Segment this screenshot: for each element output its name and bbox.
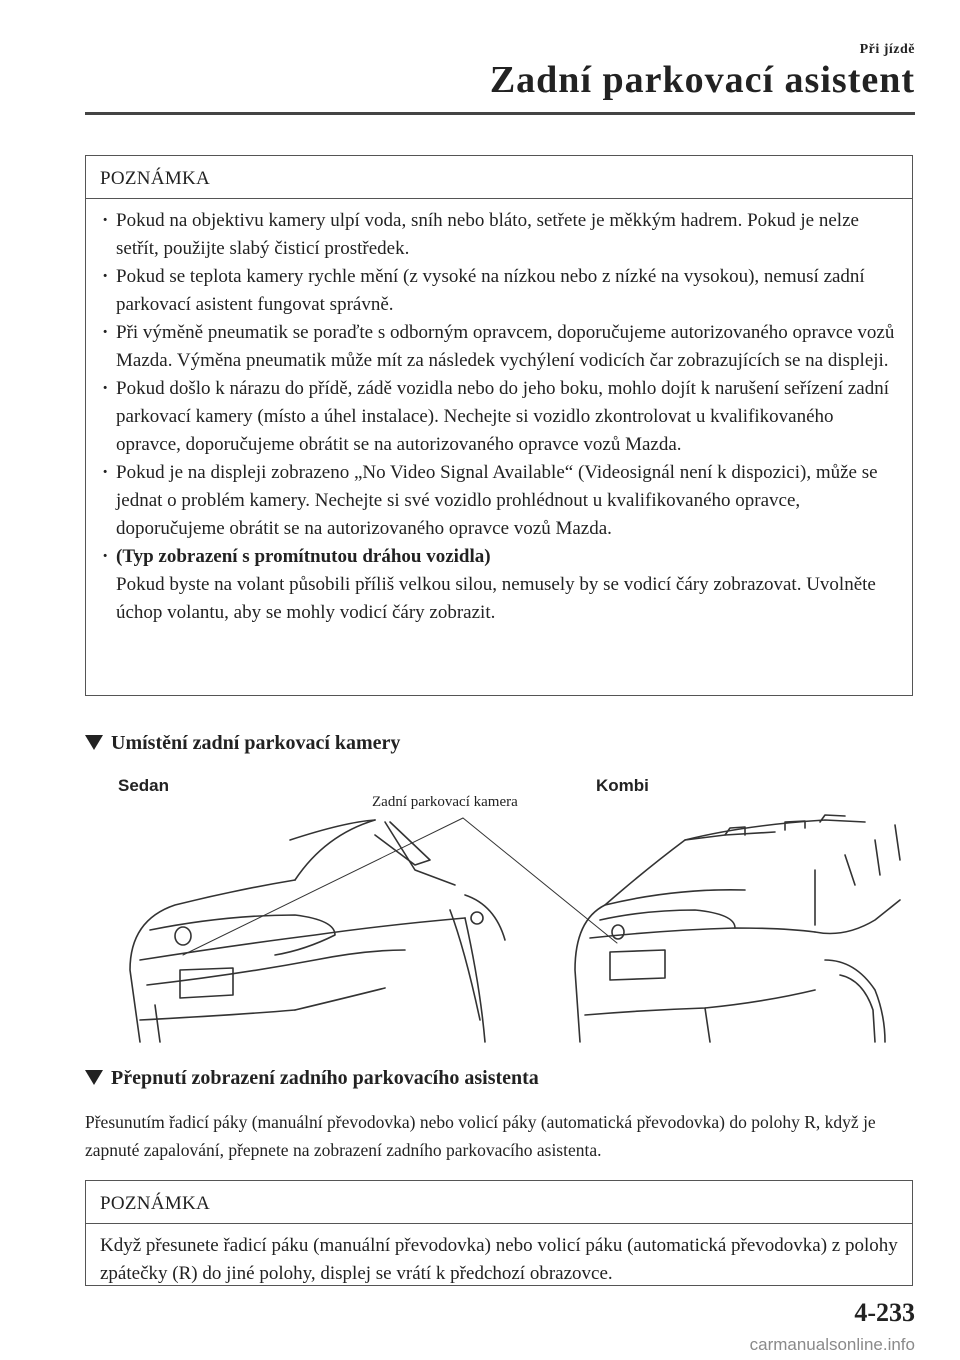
section-label: Při jízdě <box>859 42 915 57</box>
kombi-drawing <box>575 815 900 1042</box>
page-number: 4-233 <box>854 1298 915 1327</box>
note-item: · Pokud na objektivu kamery ulpí voda, sníh nebo bláto, setřete je měkkým hadrem. Pokud je nelze setřít, použijte slabý čisticí prostředek. <box>98 207 900 263</box>
section-heading-text: Přepnutí zobrazení zadního parkovacího asistenta <box>111 1067 539 1089</box>
note-item: · Pokud se teplota kamery rychle mění (z vysoké na nízkou nebo z nízké na vysokou), nemusí zadní parkovací asistent fungovat správně. <box>98 263 900 319</box>
kombi-label: Kombi <box>596 776 649 795</box>
triangle-marker-icon <box>85 735 103 750</box>
sedan-drawing <box>130 820 505 1042</box>
watermark: carmanualsonline.info <box>749 1335 915 1354</box>
sedan-label: Sedan <box>118 776 170 795</box>
header-divider <box>85 112 915 115</box>
note-heading: POZNÁMKA <box>86 1181 912 1224</box>
note-item-text: Pokud byste na volant působili příliš velkou silou, nemusely by se vodicí čáry zobrazovat. Uvolněte úchop volantu, aby se mohly vodicí čáry zobrazit. <box>116 574 876 623</box>
car-illustration <box>85 810 915 1045</box>
camera-label: Zadní parkovací kamera <box>372 794 518 810</box>
note-item: · Pokud došlo k nárazu do přídě, zádě vozidla nebo do jeho boku, mohlo dojít k narušení seřízení zadní parkovací kamery (místo a úhel instalace). Nechejte si vozidlo zkontrolovat u kvalifikovaného opravce, doporučujeme obrátit se na autorizovaného opravce vozů Mazda. <box>98 375 900 459</box>
section-heading-text: Umístění zadní parkovací kamery <box>111 732 401 754</box>
page-title: Zadní parkovací asistent <box>489 59 915 101</box>
section-heading-camera <box>85 732 400 755</box>
section-heading-switch <box>85 1067 539 1090</box>
note-item: · Pokud je na displeji zobrazeno „No Video Signal Available“ (Videosignál není k dispozici), může se jednat o problém kamery. Nechejte si své vozidlo prohlédnout u kvalifikovaného opravce, doporučujeme obrátit se na autorizovaného opravce vozů Mazda. <box>98 459 900 543</box>
note-box-1 <box>85 155 913 696</box>
note-box-2 <box>85 1180 913 1286</box>
switch-paragraph: Přesunutím řadicí páky (manuální převodovka) nebo volicí páky (automatická převodovka) do polohy R, když je zapnuté zapalování, přepnete na zobrazení zadního parkovacího asistenta. <box>85 1112 876 1160</box>
triangle-marker-icon <box>85 1070 103 1085</box>
note-item <box>98 543 900 627</box>
note-item: · Při výměně pneumatik se poraďte s odborným opravcem, doporučujeme autorizovaného opravce vozů Mazda. Výměna pneumatik může mít za následek vychýlení vodicích čar zobrazujících se na displeji. <box>98 319 900 375</box>
note-item-title: (Typ zobrazení s promítnutou dráhou vozidla) <box>116 546 491 567</box>
note-heading: POZNÁMKA <box>86 156 912 199</box>
note-text: Když přesunete řadicí páku (manuální převodovka) nebo volicí páku (automatická převodovka) z polohy zpátečky (R) do jiné polohy, displej se vrátí k předchozí obrazovce. <box>100 1235 898 1284</box>
